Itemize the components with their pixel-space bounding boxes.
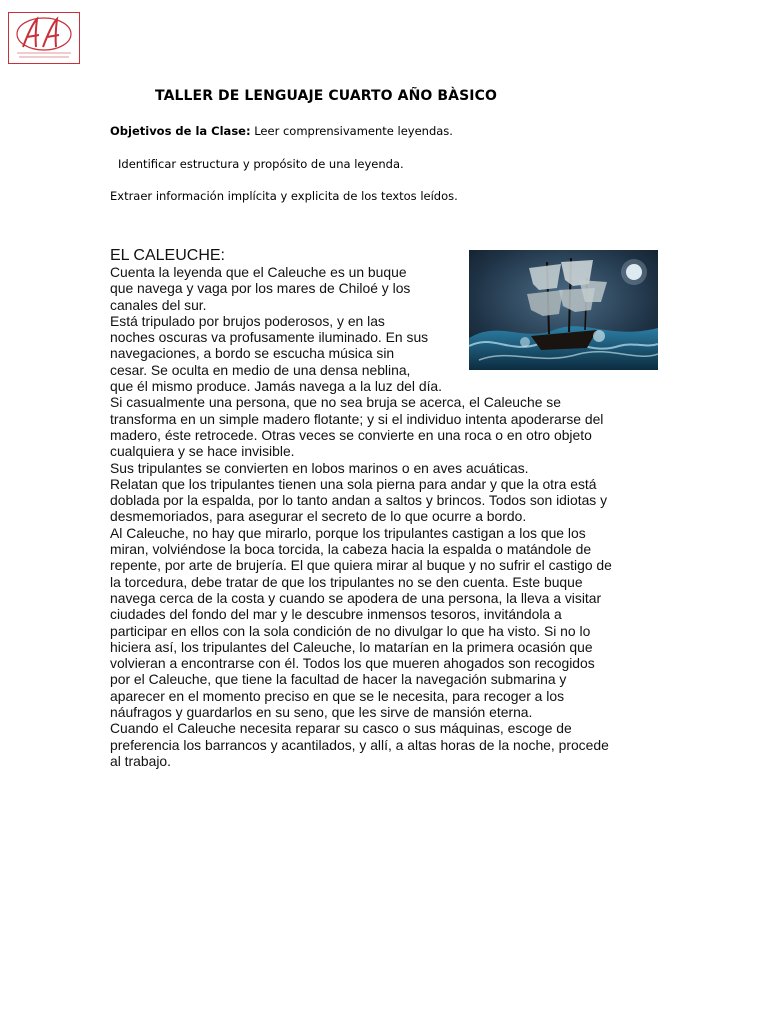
story-line: volvieran a encontrarse con él. Todos los que mueren ahogados son recogidos — [110, 655, 595, 672]
story-line: madero, éste retrocede. Otras veces se convierte en una roca o en otro objeto — [110, 426, 592, 443]
story-line: al trabajo. — [110, 752, 172, 769]
story-line: Está tripulado por brujos poderosos, y en las — [110, 312, 385, 329]
story-line: Sus tripulantes se convierten en lobos marinos o en aves acuáticas. — [110, 459, 529, 476]
story-line: preferencia los barrancos y acantilados, y allí, a altas horas de la noche, procede — [110, 736, 609, 753]
story-line: Relatan que los tripulantes tienen una sola pierna para andar y que la otra está — [110, 475, 597, 492]
story-line: doblada por la espalda, por lo tanto andan a saltos y brincos. Todos son idiotas y — [110, 492, 608, 509]
objective-1 — [110, 124, 453, 138]
story-title: EL CALEUCHE: — [110, 247, 225, 264]
story-line: que navega y vaga por los mares de Chiloé y los — [110, 280, 411, 297]
story-body — [110, 264, 655, 769]
story-line: navega cerca de la costa y cuando se apodera de una persona, la lleva a visitar — [110, 589, 602, 606]
story-line: hiciera así, los tripulantes del Caleuche, lo matarían en la primera ocasión que — [110, 638, 593, 655]
story-line: que él mismo produce. Jamás navega a la luz del día. — [110, 378, 443, 395]
story-line: canales del sur. — [110, 296, 207, 313]
story-line: noches oscuras va profusamente iluminado. En sus — [110, 329, 429, 346]
story-line: miran, volviéndose la boca torcida, la cabeza hacia la espalda o matándole de — [110, 541, 592, 558]
story-line: náufragos y guardarlos en su seno, que les sirve de mansión eterna. — [110, 704, 533, 721]
story-line: participar en ellos con la sola condición de no divulgar lo que ha visto. Si no lo — [110, 622, 591, 639]
story-line: transforma en un simple madero flotante; y si el individuo intenta apoderarse del — [110, 410, 604, 427]
school-logo — [8, 12, 80, 64]
logo-monogram-icon — [9, 13, 79, 63]
story-line: Al Caleuche, no hay que mirarlo, porque los tripulantes castigan a los que los — [110, 524, 586, 541]
story-line: Si casualmente una persona, que no sea bruja se acerca, el Caleuche se — [110, 394, 561, 411]
story-line: desmemoriados, para asegurar el secreto de lo que ocurre a bordo. — [110, 508, 527, 525]
story-line: navegaciones, a bordo se escucha música sin — [110, 345, 395, 362]
story-line: ciudades del fondo del mar y le descubre inmensos tesoros, invitándola a — [110, 606, 562, 623]
story-line: por el Caleuche, que tiene la facultad de hacer la navegación submarina y — [110, 671, 567, 688]
story-line: cesar. Se oculta en medio de una densa neblina, — [110, 361, 411, 378]
objective-1-text: Leer comprensivamente leyendas. — [250, 124, 453, 138]
story-line: aparecer en el momento preciso en que se le necesita, para recoger a los — [110, 687, 565, 704]
objective-2: Identificar estructura y propósito de una leyenda. — [118, 157, 404, 171]
worksheet-title: TALLER DE LENGUAJE CUARTO AÑO BÀSICO — [155, 88, 497, 104]
story-line: la torcedura, debe tratar de que los tripulantes no se den cuenta. Este buque — [110, 573, 583, 590]
story-line: repente, por arte de brujería. El que quiera mirar al buque y no sufrir el castigo de — [110, 557, 612, 574]
objectives-label: Objetivos de la Clase: — [110, 124, 251, 138]
story-line: Cuando el Caleuche necesita reparar su casco o sus máquinas, escoge de — [110, 720, 572, 737]
objective-3: Extraer información implícita y explicita de los textos leídos. — [110, 189, 458, 203]
story-line: cualquiera y se hace invisible. — [110, 443, 295, 460]
story-line: Cuenta la leyenda que el Caleuche es un buque — [110, 264, 407, 280]
